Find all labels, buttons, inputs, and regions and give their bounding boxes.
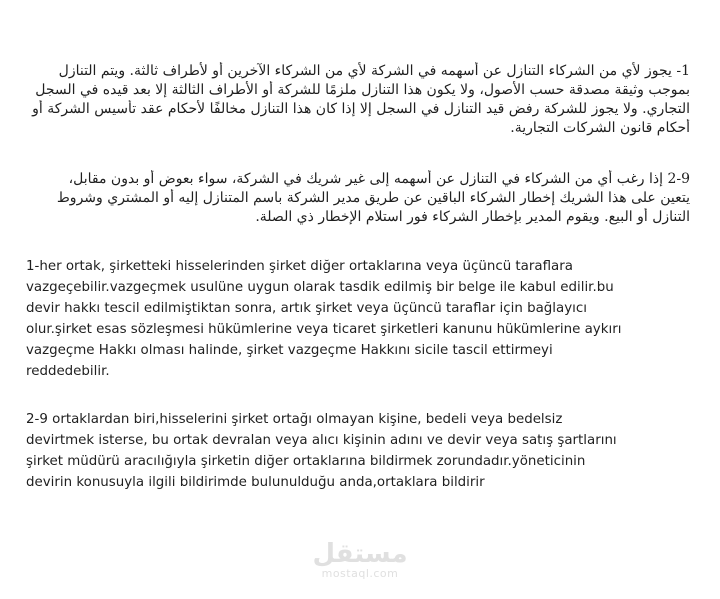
turkish-paragraph-2-line-3: şirket müdürü aracılığıyla şirketin diğer ortaklarına bildirmek zorundadır.yöneticinin xyxy=(26,454,586,469)
arabic-paragraph-2-line-2: يتعين على هذا الشريك إخطار الشركاء الباقين عن طريق مدير الشركة باسم المتنازل إليه أو المشتري وشروط xyxy=(56,190,690,206)
turkish-paragraph-1 xyxy=(26,256,696,382)
arabic-paragraph-1-line-3: التجاري. ولا يجوز للشركة رفض قيد التنازل في السجل إلا إذا كان هذا التنازل مخالفًا لأحكام عقد تأسيس الشركة أو xyxy=(32,101,690,117)
turkish-paragraph-1-line-4: olur.şirket esas sözleşmesi hükümlerine veya ticaret şirketleri kanunu hükümlerine aykırı xyxy=(26,322,622,337)
arabic-paragraph-1-line-4: أحكام قانون الشركات التجارية. xyxy=(510,120,690,136)
turkish-paragraph-2-line-1: 2-9 ortaklardan biri,hisselerini şirket ortağı olmayan kişine, bedeli veya bedelsiz xyxy=(26,412,563,427)
arabic-paragraph-1-line-1: 1- يجوز لأي من الشركاء التنازل عن أسهمه في الشركة لأي من الشركاء الآخرين أو لأطراف ثالثة. ويتم التنازل xyxy=(58,63,690,79)
watermark-latin-text: mostaql.com xyxy=(321,567,399,580)
arabic-paragraph-1-line-2: بموجب وثيقة مصدقة حسب الأصول، ولا يكون هذا التنازل ملزمًا للشركة أو الأطراف الثالثة إلا بعد قيده في السجل xyxy=(35,82,690,98)
arabic-paragraph-2-line-1: 2-9 إذا رغب أي من الشركاء في التنازل عن أسهمه إلى غير شريك في الشركة، سواء بعوض أو بدون مقابل، xyxy=(68,171,690,187)
arabic-paragraph-2 xyxy=(22,170,690,227)
turkish-paragraph-2-line-2: devirtmek isterse, bu ortak devralan veya alıcı kişinin adını ve devir veya satış şartlarını xyxy=(26,433,617,448)
mostaql-watermark xyxy=(310,540,410,580)
turkish-paragraph-1-line-5: vazgeçme Hakkı olması halinde, şirket vazgeçme Hakkını sicile tascil ettirmeyi xyxy=(26,343,553,358)
arabic-paragraph-1 xyxy=(22,62,690,138)
watermark-arabic-logo: مستقل xyxy=(312,539,408,569)
turkish-paragraph-1-line-3: devir hakkı tescil edilmiştiktan sonra, artık şirket veya üçüncü taraflar için bağlayıcı xyxy=(26,301,587,316)
turkish-paragraph-2-line-4: devirin konusuyla ilgili bildirimde bulunulduğu anda,ortaklara bildirir xyxy=(26,475,485,490)
turkish-paragraph-1-line-2: vazgeçebilir.vazgeçmek usulüne uygun olarak tasdik edilmiş bir belge ile kabul edilir.bu xyxy=(26,280,614,295)
arabic-paragraph-2-line-3: التنازل أو البيع. ويقوم المدير بإخطار الشركاء فور استلام الإخطار ذي الصلة. xyxy=(255,209,690,225)
turkish-paragraph-1-line-6: reddedebilir. xyxy=(26,364,110,379)
turkish-paragraph-2 xyxy=(26,409,696,493)
turkish-paragraph-1-line-1: 1-her ortak, şirketteki hisselerinden şirket diğer ortaklarına veya üçüncü taraflara xyxy=(26,259,573,274)
